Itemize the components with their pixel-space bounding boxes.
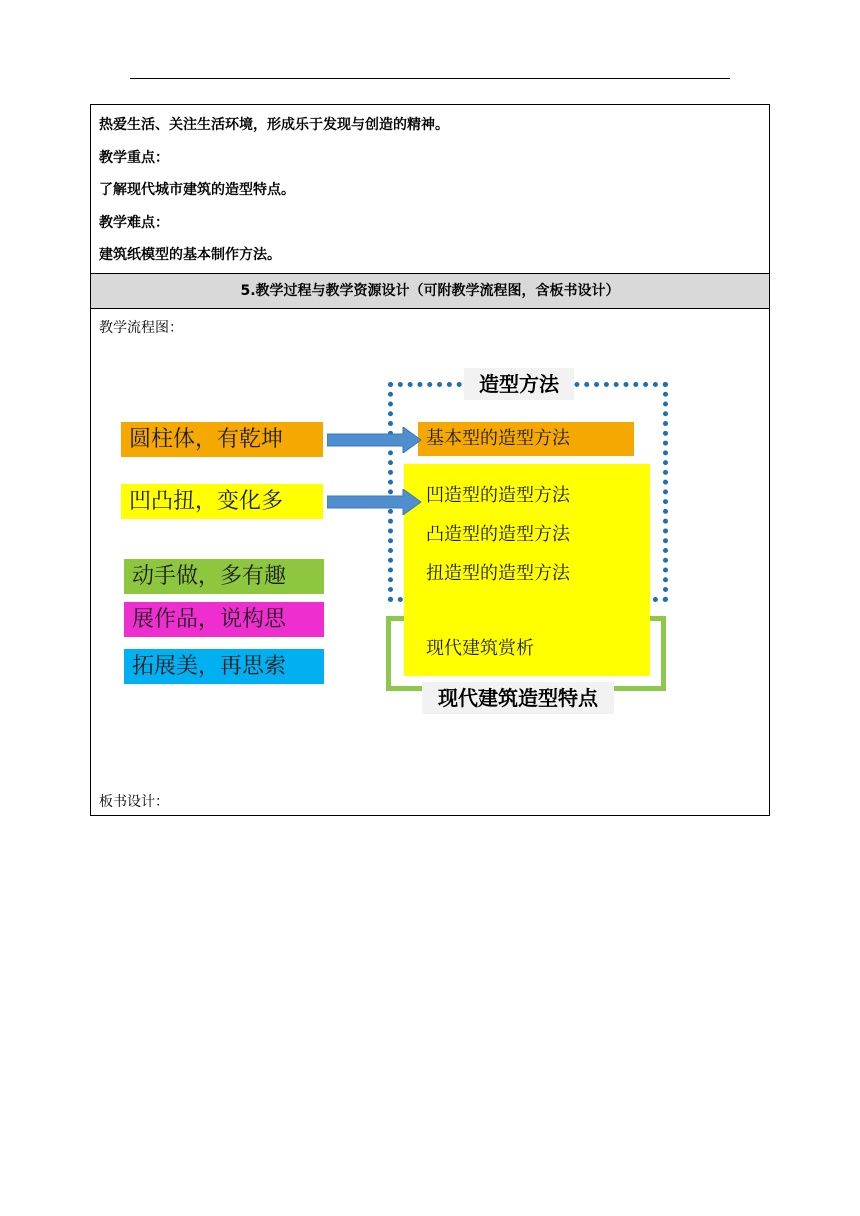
flow-step-label: 拓展美，再思索 xyxy=(132,654,287,679)
objectives-block xyxy=(91,105,769,273)
basic-method-label: 基本型的造型方法 xyxy=(426,428,570,449)
objective-line: 热爱生活、关注生活环境，形成乐于发现与创造的精神。 xyxy=(99,117,449,133)
basic-method-box xyxy=(418,422,634,456)
board-design-label: 板书设计： xyxy=(99,794,169,810)
flow-step-box xyxy=(121,422,323,457)
key-point-text: 了解现代城市建筑的造型特点。 xyxy=(99,182,295,198)
flow-step-box xyxy=(121,484,323,519)
flow-step-label: 凹凸扭，变化多 xyxy=(129,489,284,514)
method-item: 扭造型的造型方法 xyxy=(426,563,570,584)
method-title-tag: 造型方法 xyxy=(464,368,574,400)
method-item: 凹造型的造型方法 xyxy=(426,485,570,506)
flow-step-box xyxy=(124,602,324,637)
difficulty-text: 建筑纸模型的基本制作方法。 xyxy=(99,247,281,263)
flow-step-box xyxy=(124,559,324,594)
flow-step-label: 动手做，多有趣 xyxy=(132,564,287,589)
flow-step-box xyxy=(124,649,324,684)
flowchart-label: 教学流程图： xyxy=(99,320,183,336)
method-item: 凸造型的造型方法 xyxy=(426,524,570,545)
appreciation-item: 现代建筑赏析 xyxy=(426,638,534,659)
arrow-right-icon xyxy=(327,489,423,515)
flow-step-label: 展作品，说构思 xyxy=(132,607,287,632)
difficulty-heading: 教学难点： xyxy=(99,214,169,231)
key-point-heading: 教学重点： xyxy=(99,149,169,166)
header-rule xyxy=(130,78,730,79)
section-heading: 5.教学过程与教学资源设计（可附教学流程图，含板书设计） xyxy=(91,273,769,309)
arrow-right-icon xyxy=(327,427,423,453)
feature-title-tag: 现代建筑造型特点 xyxy=(422,682,614,714)
flow-step-label: 圆柱体，有乾坤 xyxy=(129,427,284,452)
process-cell xyxy=(91,309,769,815)
lesson-table xyxy=(90,104,770,816)
